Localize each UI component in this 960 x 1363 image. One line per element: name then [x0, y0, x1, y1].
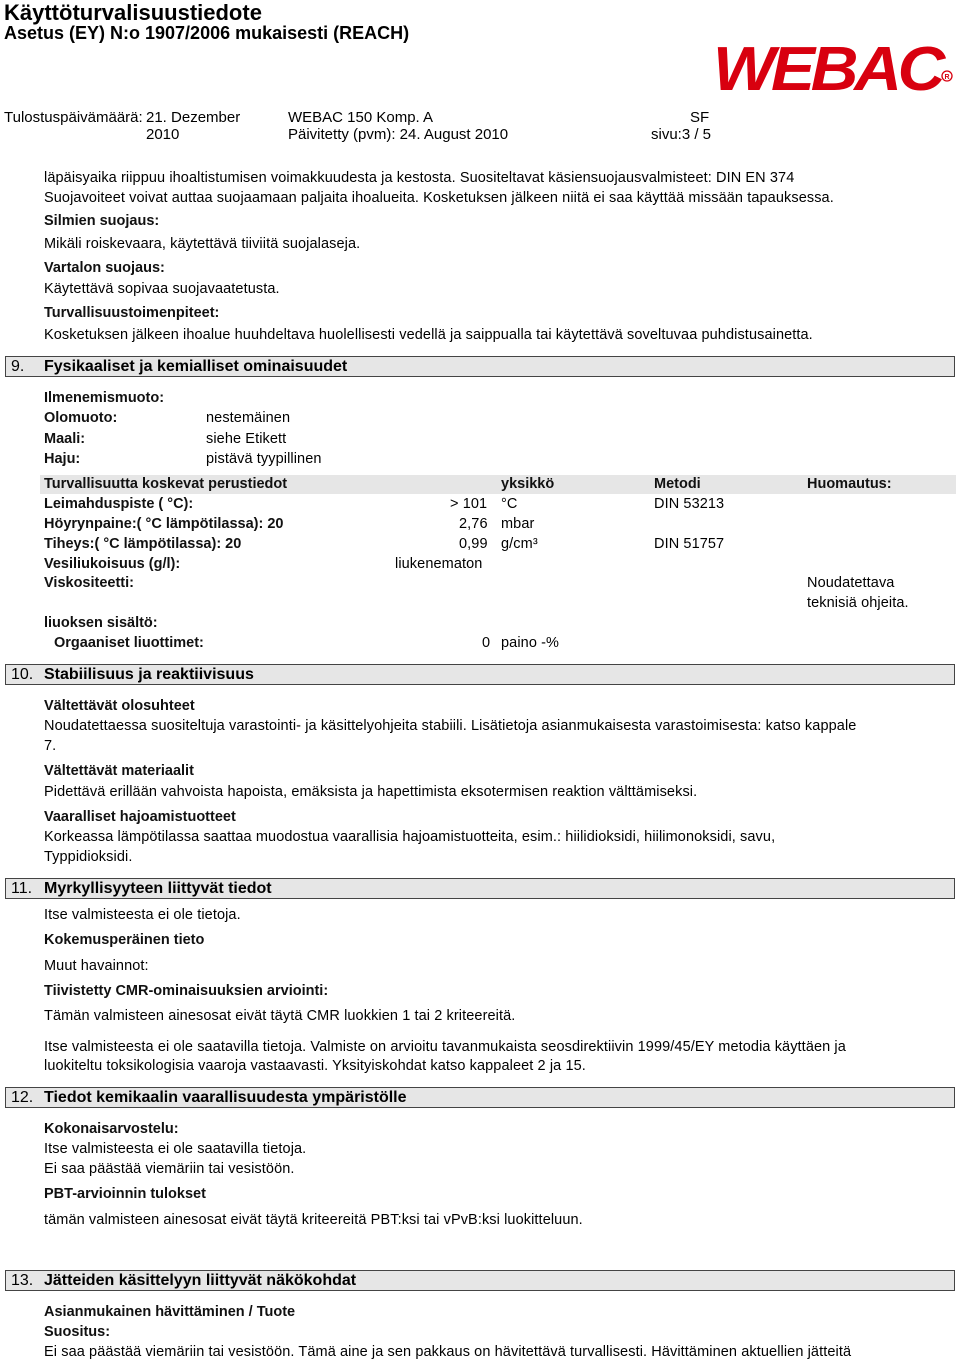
overall-assessment-text: Itse valmisteesta ei ole saatavilla tietoja. [44, 1141, 307, 1157]
decomposition-text-2: Typpidioksidi. [44, 849, 133, 865]
other-observations: Muut havainnot: [44, 958, 149, 974]
svg-text:R: R [944, 74, 950, 81]
recommendation-text: Ei saa päästää viemäriin tai vesistöön. Tämä aine ja sen pakkaus on hävitettävä turvallisesti. Hävittäminen aktuellien jätteitä [44, 1344, 852, 1360]
table-row-value: liukenematon [395, 556, 483, 572]
print-date-line1: 21. Dezember [146, 109, 241, 126]
cmr-text: Tämän valmisteen ainesosat eivät täytä CMR luokkien 1 tai 2 kriteereitä. [44, 1008, 516, 1024]
revision-date: Päivitetty (pvm): 24. August 2010 [288, 126, 509, 143]
conditions-avoid-text-2: 7. [44, 738, 57, 754]
recommendation-label: Suositus: [44, 1324, 111, 1340]
overall-assessment-label: Kokonaisarvostelu: [44, 1121, 179, 1137]
intro-line-1: läpäisyaika riippuu ihoaltistumisen voimakkuudesta ja kestosta. Suositeltavat käsiensuojausvalmisteet: DIN EN 374 [44, 170, 795, 186]
section-title: Stabiilisuus ja reaktiivisuus [44, 666, 254, 683]
table-row-value: 2,76 [459, 516, 488, 532]
body-protection-text: Käytettävä sopivaa suojavaatetusta. [44, 281, 280, 297]
pbt-label: PBT-arvioinnin tulokset [44, 1186, 206, 1202]
section-10-header [5, 664, 955, 685]
svg-text:WEBAC: WEBAC [713, 38, 947, 94]
conditions-avoid-text: Noudatettaessa suositeltuja varastointi- ja käsittelyohjeita stabiili. Lisätietoja asianmukaisesta varastoimisesta: katso kappale [44, 718, 857, 734]
section-number: 11. [11, 880, 33, 897]
section-13-header [5, 1270, 955, 1291]
decomposition-text: Korkeassa lämpötilassa saattaa muodostua vaarallisia hajoamistuotteita, esim.: hiilidioksidi, hiilimonoksidi, savu, [44, 829, 776, 845]
section-number: 13. [11, 1272, 34, 1289]
organic-solvents-unit: paino -% [501, 635, 560, 651]
cmr-label: Tiivistetty CMR-ominaisuuksien arviointi: [44, 983, 329, 999]
table-row-label: Vesiliukoisuus (g/l): [44, 556, 181, 572]
solution-content-label: liuoksen sisältö: [44, 615, 158, 631]
body-protection-label: Vartalon suojaus: [44, 260, 165, 276]
section-title: Tiedot kemikaalin vaarallisuudesta ympäristölle [44, 1089, 407, 1106]
appearance-label: Ilmenemismuoto: [44, 390, 165, 406]
toxicology-text-3: luokiteltu toksikologisia vaaroja vastaavasti. Yksityiskohdat katso kappaleet 2 ja 15. [44, 1058, 586, 1074]
document-title: Käyttöturvalisuustiedote [4, 0, 262, 25]
property-value: siehe Etikett [206, 431, 287, 447]
table-row-label: Leimahduspiste ( °C): [44, 496, 194, 512]
section-number: 12. [11, 1089, 34, 1106]
materials-avoid-text: Pidettävä erillään vahvoista hapoista, emäksista ja hapettimista eksotermisen reaktion välttämiseksi. [44, 784, 698, 800]
section-9-header [5, 356, 955, 377]
table-row-note: Noudatettava [807, 575, 895, 591]
safety-measures-text: Kosketuksen jälkeen ihoalue huuhdeltava huolellisesti vedellä ja saippualla tai käytettävä soveltuvaa puhdistusainetta. [44, 327, 813, 343]
eye-protection-text: Mikäli roiskevaara, käytettävä tiiviitä suojalaseja. [44, 236, 361, 252]
toxicology-text: Itse valmisteesta ei ole tietoja. [44, 907, 241, 923]
organic-solvents-label: Orgaaniset liuottimet: [54, 635, 204, 651]
experience-label: Kokemusperäinen tieto [44, 932, 205, 948]
pbt-text: tämän valmisteen ainesosat eivät täytä kriteereitä PBT:ksi tai vPvB:ksi luokitteluun. [44, 1212, 583, 1228]
table-header-cell: Huomautus: [807, 476, 892, 492]
table-row-label: Viskositeetti: [44, 575, 134, 591]
section-11-header [5, 878, 955, 899]
property-label: Haju: [44, 451, 81, 467]
product-name: WEBAC 150 Komp. A [288, 109, 434, 126]
webac-logo [713, 38, 953, 94]
property-value: pistävä tyypillinen [206, 451, 322, 467]
overall-assessment-text-2: Ei saa päästää viemäriin tai vesistöön. [44, 1161, 295, 1177]
table-header-cell: yksikkö [501, 476, 555, 492]
page-number: sivu:3 / 5 [651, 126, 712, 143]
organic-solvents-value: 0 [482, 635, 491, 651]
print-date-label: Tulostuspäivämäärä: [4, 109, 143, 126]
print-date-line2: 2010 [146, 126, 180, 143]
eye-protection-label: Silmien suojaus: [44, 213, 160, 229]
table-row-unit: g/cm³ [501, 536, 538, 552]
section-title: Fysikaaliset ja kemialliset ominaisuudet [44, 358, 348, 375]
table-header-cell: Turvallisuutta koskevat perustiedot [44, 476, 288, 492]
table-row-method: DIN 53213 [654, 496, 725, 512]
section-number: 10. [11, 666, 34, 683]
table-row-value: 0,99 [459, 536, 488, 552]
table-row-label: Tiheys:( °C lämpötilassa): 20 [44, 536, 242, 552]
section-title: Jätteiden käsittelyyn liittyvät näkökohdat [44, 1272, 357, 1289]
table-row-method: DIN 51757 [654, 536, 725, 552]
conditions-avoid-label: Vältettävät olosuhteet [44, 698, 195, 714]
section-title: Myrkyllisyyteen liittyvät tiedot [44, 880, 272, 897]
property-label: Maali: [44, 431, 86, 447]
property-value: nestemäinen [206, 410, 291, 426]
table-header-cell: Metodi [654, 476, 701, 492]
decomposition-label: Vaaralliset hajoamistuotteet [44, 809, 236, 825]
table-row-value: > 101 [450, 496, 488, 512]
section-number: 9. [11, 358, 25, 375]
materials-avoid-label: Vältettävät materiaalit [44, 763, 194, 779]
intro-line-2: Suojavoiteet voivat auttaa suojaamaan paljaita ihoalueita. Kosketuksen jälkeen niitä ei saa käyttää missään tapauksessa. [44, 190, 834, 206]
safety-measures-label: Turvallisuustoimenpiteet: [44, 305, 220, 321]
section-12-header [5, 1087, 955, 1108]
document-subtitle: Asetus (EY) N:o 1907/2006 mukaisesti (REACH) [4, 23, 410, 43]
table-row-unit: °C [501, 496, 518, 512]
table-row-unit: mbar [501, 516, 535, 532]
property-label: Olomuoto: [44, 410, 118, 426]
disposal-label: Asianmukainen hävittäminen / Tuote [44, 1304, 296, 1320]
table-row-note-line2: teknisiä ohjeita. [807, 595, 909, 611]
table-row-label: Höyrynpaine:( °C lämpötilassa): 20 [44, 516, 284, 532]
language-code: SF [690, 109, 710, 126]
toxicology-text-2: Itse valmisteesta ei ole saatavilla tietoja. Valmiste on arvioitu tavanmukaista seosdirektiivin 1999/45/EY metodia käyttäen ja [44, 1039, 846, 1055]
